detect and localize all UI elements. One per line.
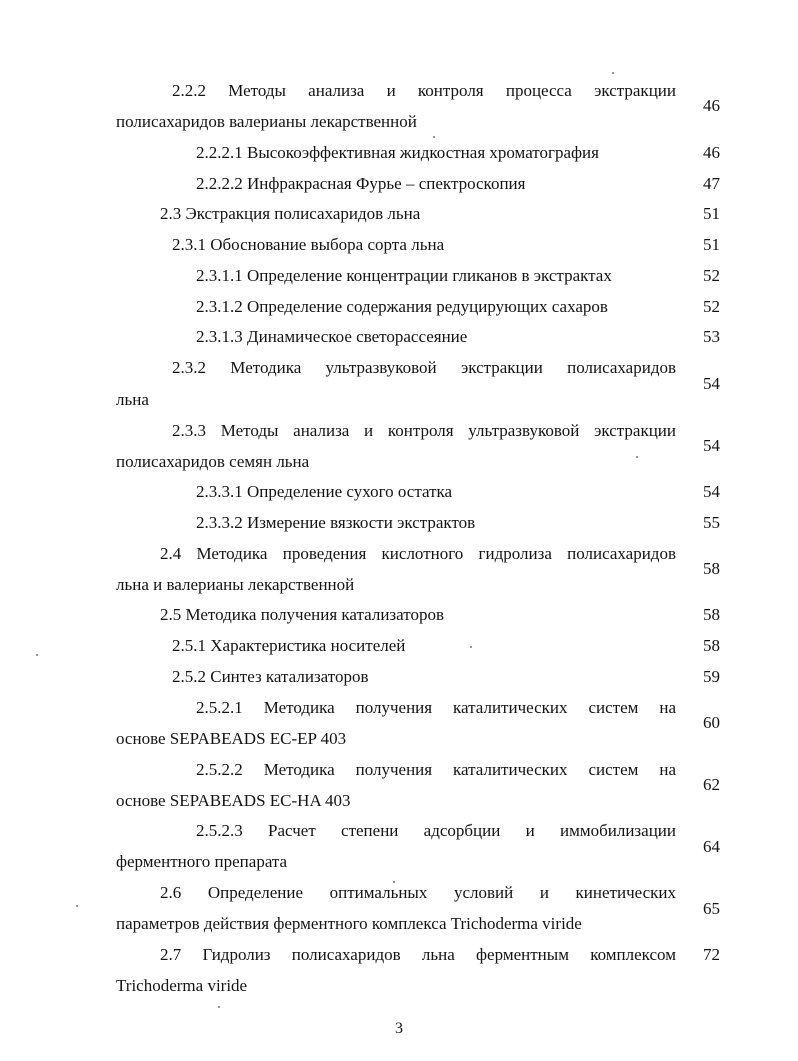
toc-entry-title-continued: полисахаридов семян льна: [116, 452, 310, 471]
toc-entry-title: 2.5.2 Синтез катализаторов: [172, 667, 369, 686]
toc-entry-title-continued: льна и валерианы лекарственной: [116, 575, 355, 594]
toc-page-number: 54: [703, 482, 720, 501]
toc-entry-title-continued: основе SEPABEADS EC-HA 403: [116, 791, 351, 810]
toc-entry-title: 2.3.1.3 Динамическое светорассеяние: [196, 327, 468, 346]
toc-page-number: 58: [703, 636, 720, 655]
toc-page-number: 58: [703, 559, 720, 578]
scan-speck: [76, 905, 78, 907]
toc-page-number: 51: [703, 235, 720, 254]
toc-page-number: 54: [703, 374, 720, 393]
toc-entry-title: 2.6 Определение оптимальных условий и кинетических: [160, 883, 676, 902]
scan-speck: [433, 136, 435, 138]
toc-page-number: 60: [703, 713, 720, 732]
toc-entry-title: 2.2.2 Методы анализа и контроля процесса экстракции: [172, 81, 676, 100]
toc-entry-title: 2.5.2.2 Методика получения каталитических систем на: [196, 760, 676, 779]
toc-entry-title-continued: ферментного препарата: [116, 852, 288, 871]
toc-entry-title: 2.4 Методика проведения кислотного гидролиза полисахаридов: [160, 544, 676, 563]
scan-speck: [636, 456, 638, 458]
toc-entry-title: 2.3.1.1 Определение концентрации гликанов в экстрактах: [196, 266, 612, 285]
toc-entry-title-continued: Trichoderma viride: [116, 976, 248, 995]
toc-entry-title: 2.3 Экстракция полисахаридов льна: [160, 204, 421, 223]
toc-entry-title: 2.5.1 Характеристика носителей: [172, 636, 406, 655]
toc-page-number: 64: [703, 837, 720, 856]
toc-page-number: 65: [703, 899, 720, 918]
toc-entry-title: 2.5.2.1 Методика получения каталитических систем на: [196, 698, 676, 717]
toc-page-number: 58: [703, 605, 720, 624]
toc-page-number: 51: [703, 204, 720, 223]
toc-page-number: 52: [703, 266, 720, 285]
scan-speck: [393, 881, 395, 883]
toc-page-number: 59: [703, 667, 720, 686]
scan-speck: [470, 646, 472, 648]
toc-page-number: 53: [703, 327, 720, 346]
toc-page-number: 52: [703, 297, 720, 316]
toc-page-number: 54: [703, 436, 720, 455]
page-number-footer: 3: [395, 1020, 403, 1037]
toc-entry-title-continued: полисахаридов валерианы лекарственной: [116, 112, 417, 131]
toc-entry-title: 2.2.2.2 Инфракрасная Фурье – спектроскопия: [196, 174, 526, 193]
scan-speck: [36, 654, 38, 656]
toc-page-number: 72: [703, 945, 720, 964]
toc-entry-title: 2.3.2 Методика ультразвуковой экстракции полисахаридов: [172, 358, 676, 377]
toc-page-number: 46: [703, 143, 720, 162]
toc-page-number: 62: [703, 775, 720, 794]
toc-entry-title: 2.5.2.3 Расчет степени адсорбции и иммобилизации: [196, 821, 676, 840]
toc-entry-title: 2.2.2.1 Высокоэффективная жидкостная хроматография: [196, 143, 599, 162]
scan-speck: [612, 72, 614, 74]
toc-entry-title-continued: параметров действия ферментного комплекса Trichoderma viride: [116, 914, 582, 933]
toc-entry-title: 2.3.1.2 Определение содержания редуцирующих сахаров: [196, 297, 608, 316]
toc-page-number: 47: [703, 174, 720, 193]
toc-entry-title: 2.5 Методика получения катализаторов: [160, 605, 444, 624]
toc-entry-title: 2.7 Гидролиз полисахаридов льна ферментным комплексом: [160, 945, 676, 964]
toc-entry-title: 2.3.3 Методы анализа и контроля ультразвуковой экстракции: [172, 421, 676, 440]
toc-entry-title: 2.3.1 Обоснование выбора сорта льна: [172, 235, 445, 254]
toc-entry-title-continued: основе SEPABEADS EC-EP 403: [116, 729, 347, 748]
scan-speck: [218, 1006, 220, 1008]
toc-entry-title: 2.3.3.1 Определение сухого остатка: [196, 482, 453, 501]
toc-page-number: 46: [703, 96, 720, 115]
toc-entry-title-continued: льна: [116, 390, 149, 409]
toc-entry-title: 2.3.3.2 Измерение вязкости экстрактов: [196, 513, 476, 532]
toc-page-number: 55: [703, 513, 720, 532]
